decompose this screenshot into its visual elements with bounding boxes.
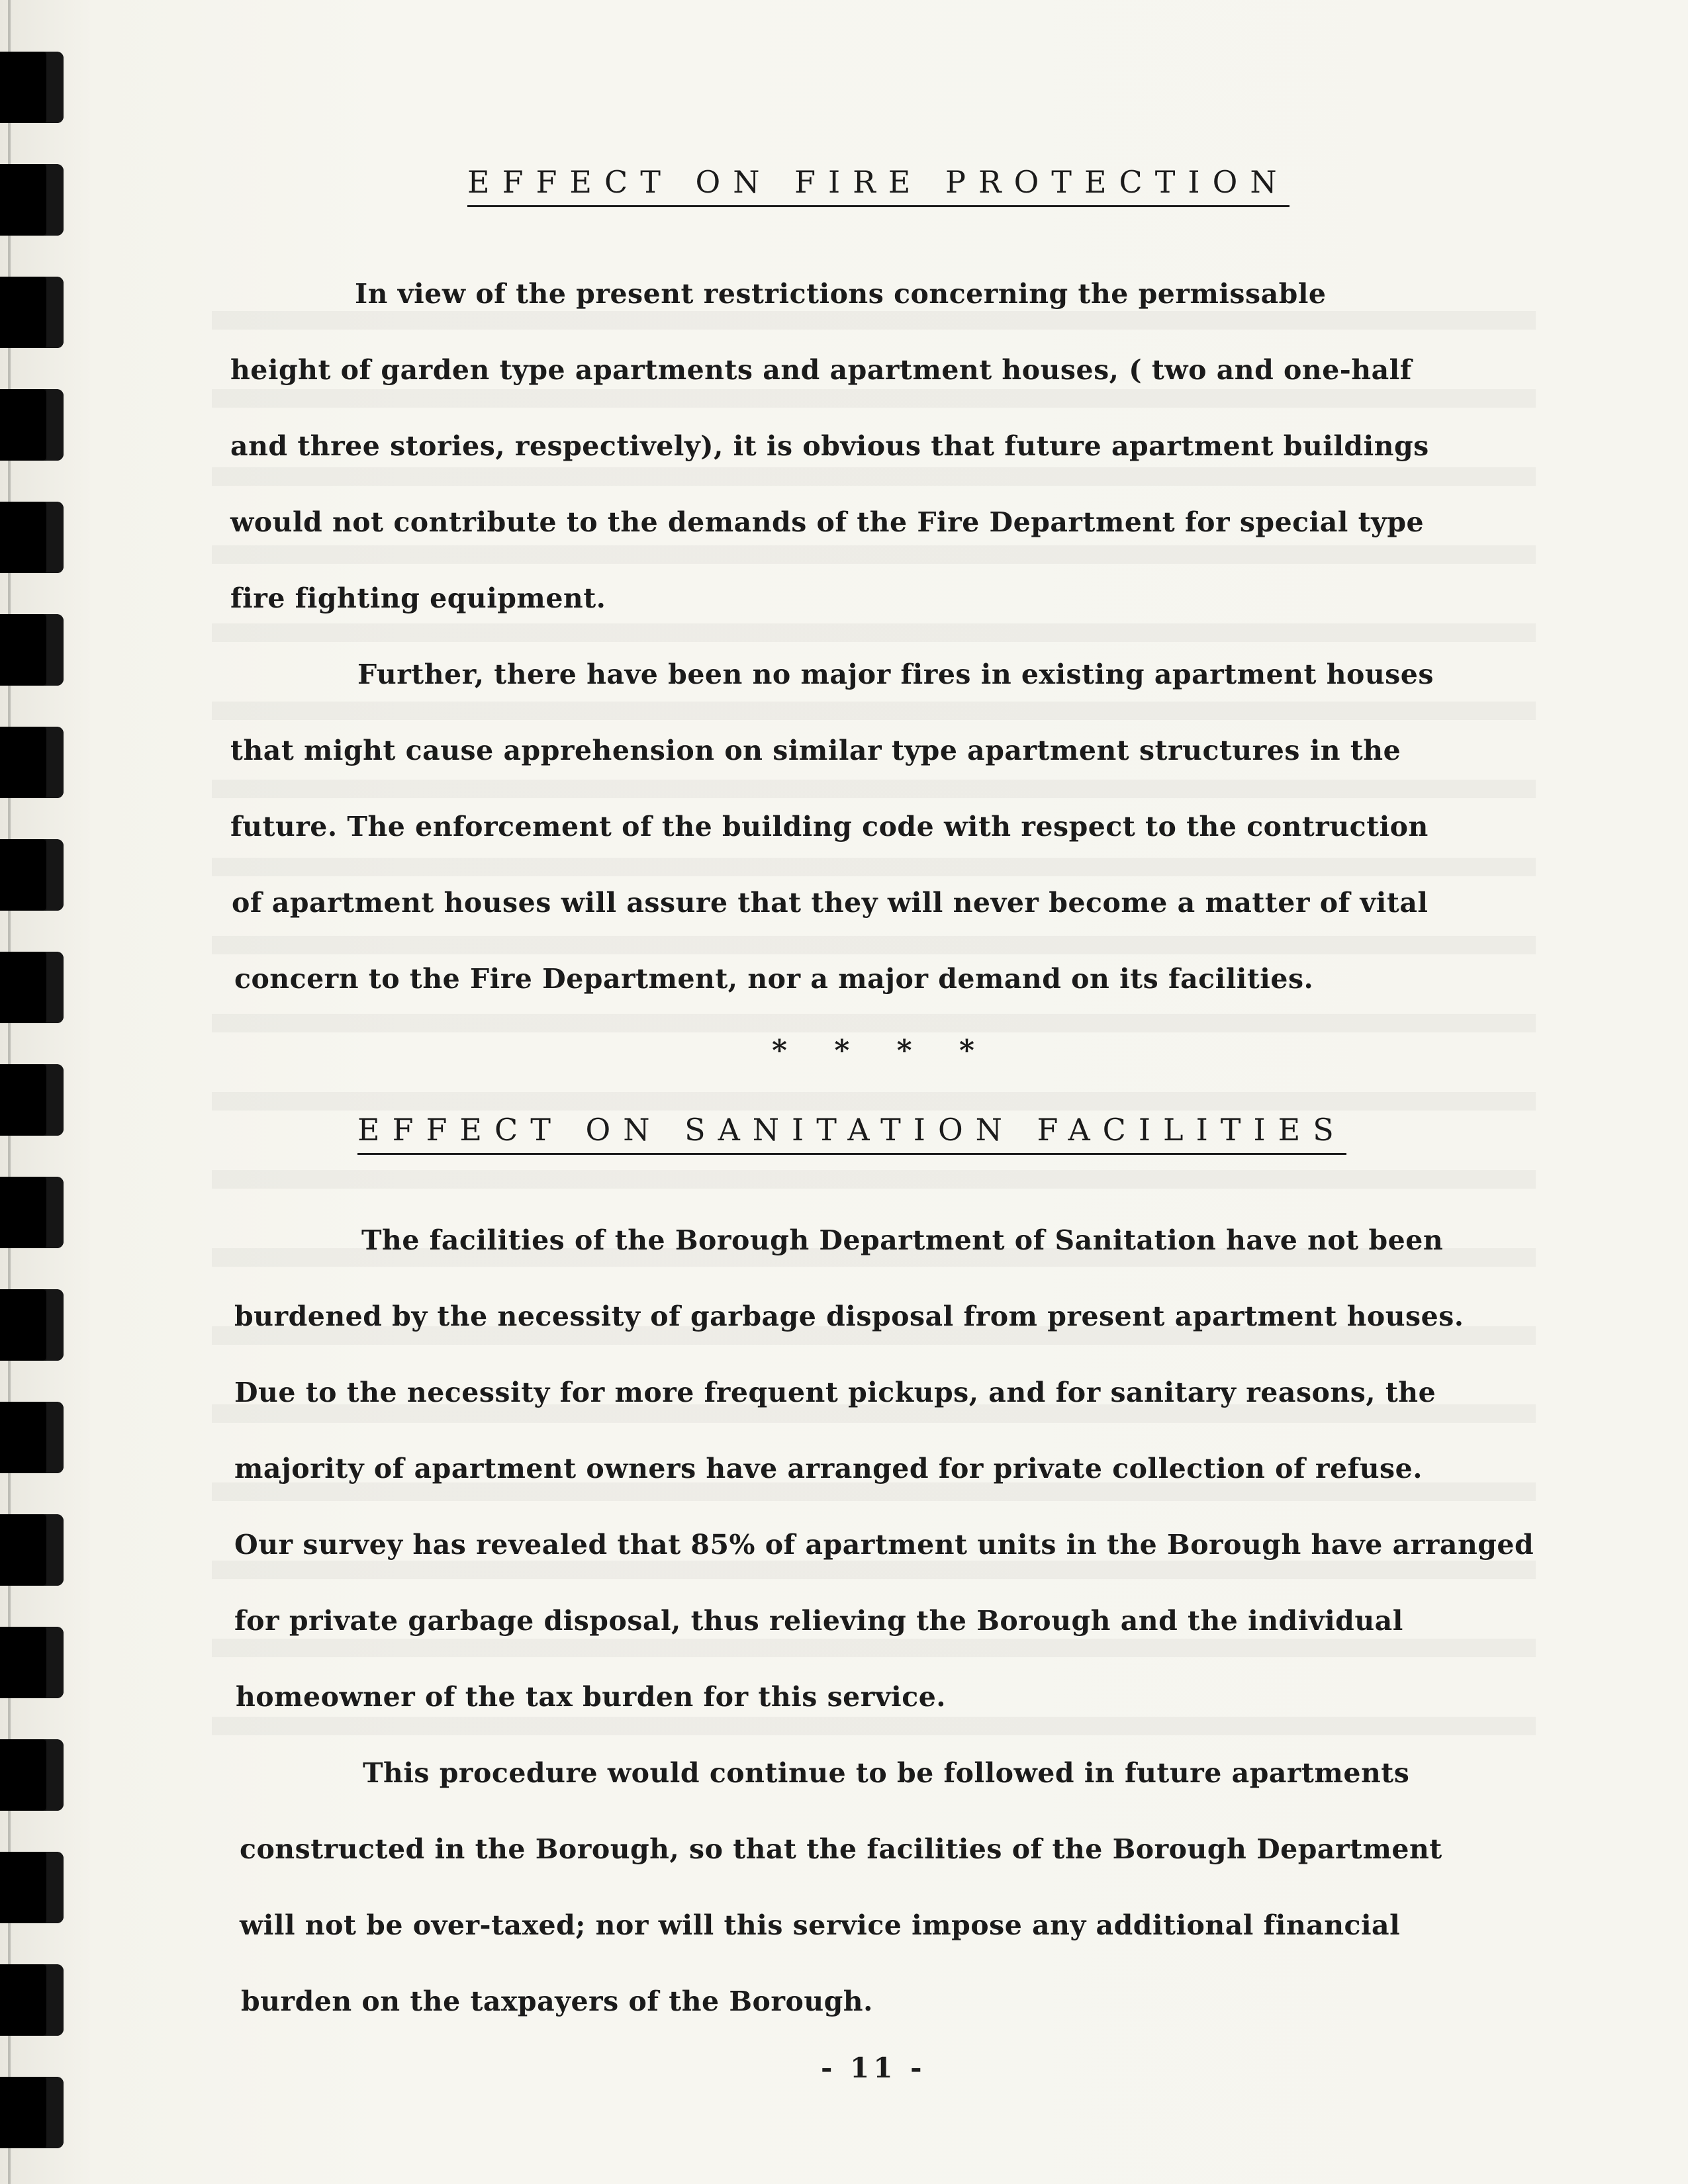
binding-hole bbox=[0, 1402, 64, 1473]
fire-text-line: would not contribute to the demands of the Fire Department for special type bbox=[230, 506, 1425, 538]
fire-protection-heading: EFFECT ON FIRE PROTECTION bbox=[467, 164, 1289, 207]
binding-hole bbox=[0, 1739, 64, 1811]
page-number: - 11 - bbox=[821, 2052, 926, 2084]
sanitation-text-line: The facilities of the Borough Department of Sanitation have not been bbox=[361, 1224, 1444, 1256]
binding-hole bbox=[0, 614, 64, 686]
binding-hole bbox=[0, 52, 64, 123]
sanitation-text-line: This procedure would continue to be followed in future apartments bbox=[363, 1757, 1410, 1789]
binding-hole bbox=[0, 1852, 64, 1923]
section-separator: * * * * bbox=[772, 1034, 993, 1068]
binding-hole bbox=[0, 277, 64, 348]
binding-hole bbox=[0, 1514, 64, 1586]
binding-hole bbox=[0, 164, 64, 236]
fire-text-line: height of garden type apartments and apartment houses, ( two and one-half bbox=[230, 354, 1412, 386]
binding-hole bbox=[0, 727, 64, 798]
binding-hole bbox=[0, 1627, 64, 1698]
sanitation-text-line: constructed in the Borough, so that the facilities of the Borough Department bbox=[240, 1833, 1442, 1865]
binding-hole bbox=[0, 1289, 64, 1361]
binding-hole bbox=[0, 1177, 64, 1248]
sanitation-text-line: burdened by the necessity of garbage disposal from present apartment houses. bbox=[234, 1300, 1464, 1332]
sanitation-facilities-heading: EFFECT ON SANITATION FACILITIES bbox=[357, 1112, 1346, 1155]
fire-text-line: of apartment houses will assure that they will never become a matter of vital bbox=[232, 887, 1429, 919]
fire-text-line: concern to the Fire Department, nor a major demand on its facilities. bbox=[234, 963, 1314, 995]
binding-hole bbox=[0, 389, 64, 461]
sanitation-text-line: Due to the necessity for more frequent pickups, and for sanitary reasons, the bbox=[234, 1377, 1436, 1408]
sanitation-text-line: homeowner of the tax burden for this service. bbox=[236, 1681, 947, 1713]
sanitation-text-line: for private garbage disposal, thus relieving the Borough and the individual bbox=[234, 1605, 1403, 1637]
binding-hole bbox=[0, 839, 64, 911]
fire-text-line: that might cause apprehension on similar type apartment structures in the bbox=[230, 735, 1401, 766]
binding-hole bbox=[0, 952, 64, 1023]
sanitation-text-line: Our survey has revealed that 85% of apartment units in the Borough have arranged bbox=[234, 1529, 1534, 1561]
sanitation-text-line: majority of apartment owners have arranged for private collection of refuse. bbox=[234, 1453, 1423, 1484]
sanitation-text-line: burden on the taxpayers of the Borough. bbox=[241, 1985, 873, 2017]
binding-hole bbox=[0, 502, 64, 573]
sanitation-text-line: will not be over-taxed; nor will this service impose any additional financial bbox=[240, 1909, 1401, 1941]
fire-text-line: In view of the present restrictions concerning the permissable bbox=[355, 278, 1327, 310]
fire-text-line: future. The enforcement of the building code with respect to the contruction bbox=[230, 811, 1429, 842]
fire-text-line: and three stories, respectively), it is obvious that future apartment buildings bbox=[230, 430, 1429, 462]
spiral-binding bbox=[0, 0, 73, 2184]
fire-text-line: Further, there have been no major fires in existing apartment houses bbox=[357, 659, 1434, 690]
binding-hole bbox=[0, 1964, 64, 2036]
binding-hole bbox=[0, 2077, 64, 2148]
binding-hole bbox=[0, 1064, 64, 1136]
fire-text-line: fire fighting equipment. bbox=[230, 582, 606, 614]
